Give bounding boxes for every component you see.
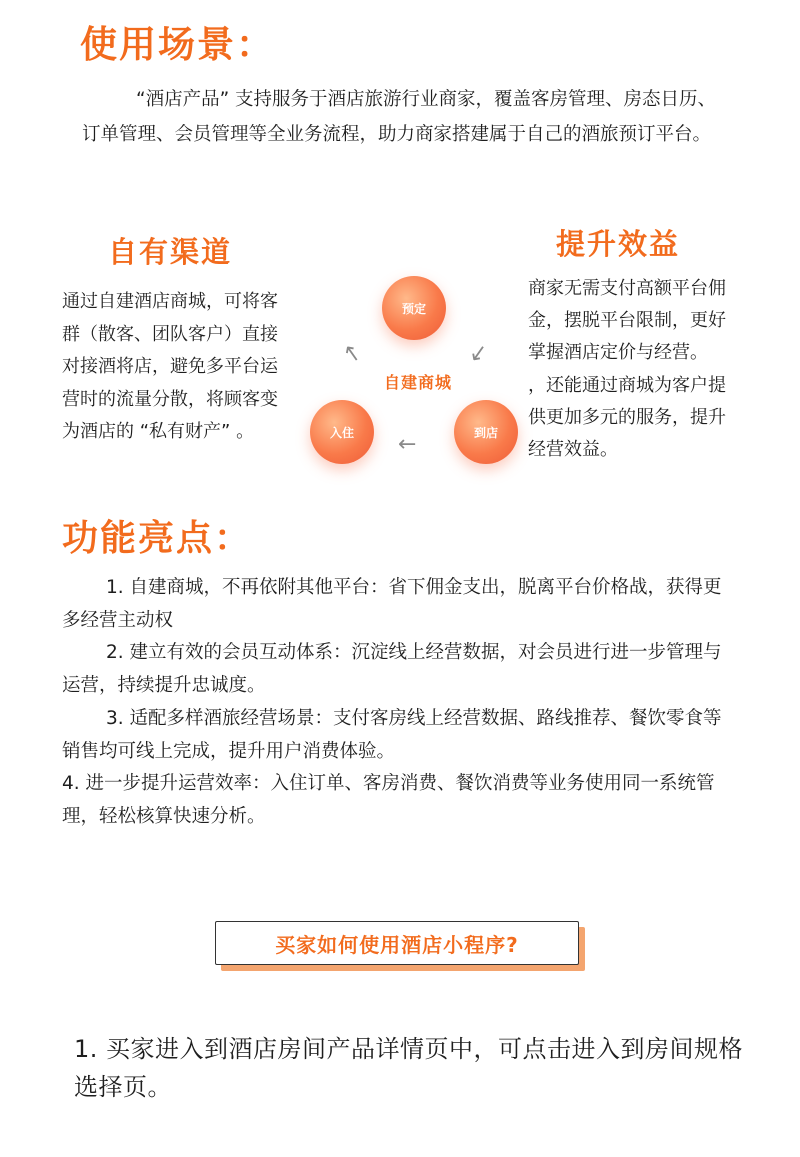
benefit-text xyxy=(528,273,738,466)
highlight-item-2: 2. 建立有效的会员互动体系：沉淀线上经营数据，对会员进行进一步管理与运营，持续提升忠诚度。 xyxy=(62,642,722,697)
highlight-item-3: 3. 适配多样酒旅经营场景：支付客房线上经营数据、路线推荐、餐饮零食等销售均可线上完成，提升用户消费体验。 xyxy=(62,707,722,762)
bubble-reserve: 预定 xyxy=(382,276,446,340)
own-channel-title: 自有渠道 xyxy=(108,235,233,269)
bubble-checkin: 入住 xyxy=(310,400,374,464)
cta-banner xyxy=(215,921,587,973)
arrow-left-icon: ← xyxy=(398,432,417,457)
own-channel-text: 通过自建酒店商城，可将客群（散客、团队客户）直接对接酒将店，避免多平台运营时的流量分散，将顾客变为酒店的 “私有财产” 。 xyxy=(62,291,278,442)
highlight-item-1: 1. 自建商城，不再依附其他平台：省下佣金支出，脱离平台价格战，获得更多经营主动权 xyxy=(62,577,722,631)
highlight-item-4: 4. 进一步提升运营效率：入住订单、客房消费、餐饮消费等业务使用同一系统管理，轻松核算快速分析。 xyxy=(62,773,715,827)
benefit-text-2: ，还能通过商城为客户提供更加多元的服务，提升经营效益。 xyxy=(528,374,726,461)
bubble-arrive: 到店 xyxy=(454,400,518,464)
cta-label: 买家如何使用酒店小程序? xyxy=(215,921,579,965)
usage-title: 使用场景： xyxy=(80,23,275,66)
arrow-up-icon: ↑ xyxy=(338,339,368,371)
highlights-list xyxy=(62,572,734,834)
diagram-center-label: 自建商城 xyxy=(383,373,452,392)
benefit-text-1: 商家无需支付高额平台佣金，摆脱平台限制，更好掌握酒店定价与经营。 xyxy=(528,278,726,364)
usage-intro: “酒店产品” 支持服务于酒店旅游行业商家，覆盖客房管理、房态日历、订单管理、会员管理等全业务流程，助力商家搭建属于自己的酒旅预订平台。 xyxy=(82,89,717,145)
arrow-down-icon: ↓ xyxy=(462,339,493,371)
cycle-diagram xyxy=(300,270,525,485)
step-1-text: 1. 买家进入到酒店房间产品详情页中，可点击进入到房间规格选择页。 xyxy=(74,1035,744,1101)
benefit-title: 提升效益 xyxy=(556,227,681,261)
highlights-title: 功能亮点： xyxy=(62,518,253,559)
